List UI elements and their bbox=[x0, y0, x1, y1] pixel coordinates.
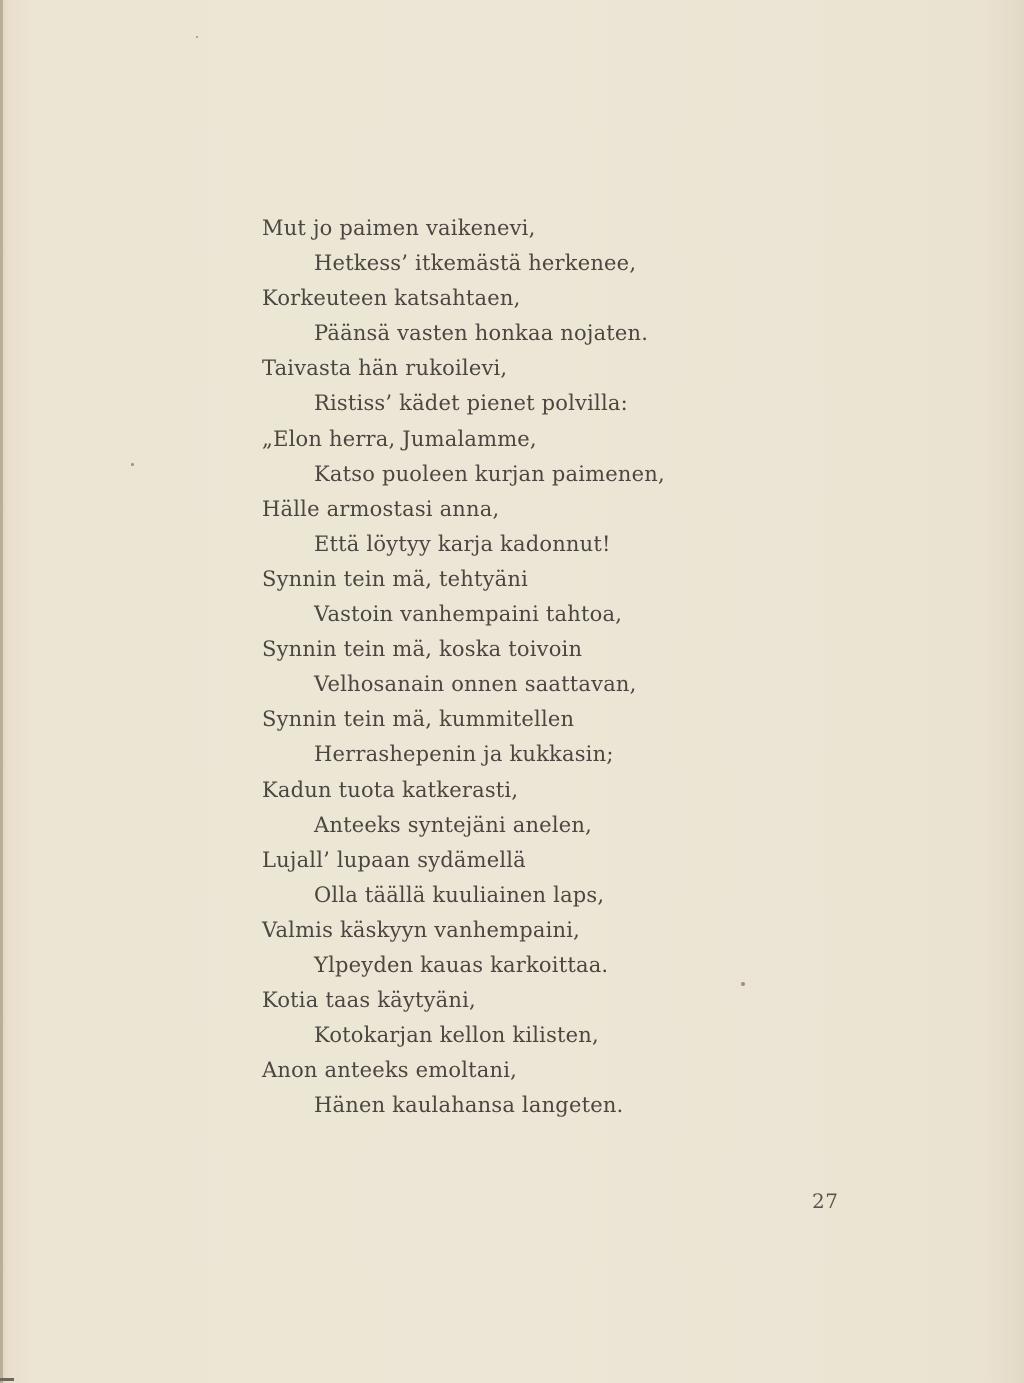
poem-line: Synnin tein mä, koska toivoin bbox=[262, 637, 583, 662]
poem-text bbox=[262, 211, 665, 1123]
poem-line: Kotia taas käytyäni, bbox=[262, 988, 476, 1013]
poem-line: Että löytyy karja kadonnut! bbox=[314, 531, 611, 556]
poem-line: Mut jo paimen vaikenevi, bbox=[262, 216, 536, 240]
poem-line: Katso puoleen kurjan paimenen, bbox=[314, 461, 665, 486]
poem-line: Ristiss’ kädet pienet polvilla: bbox=[314, 391, 628, 416]
paper-speck bbox=[196, 36, 198, 38]
poem-line: Synnin tein mä, kummitellen bbox=[262, 707, 575, 732]
poem-line: Lujall’ lupaan sydämellä bbox=[262, 847, 526, 872]
poem-line: Ylpeyden kauas karkoittaa. bbox=[314, 952, 609, 977]
paper-speck bbox=[741, 982, 745, 986]
poem-line: Hetkess’ itkemästä herkenee, bbox=[314, 251, 637, 276]
poem-line: Hänen kaulahansa langeten. bbox=[314, 1093, 624, 1118]
poem-line: „Elon herra, Jumalamme, bbox=[262, 426, 537, 451]
poem-line: Päänsä vasten honkaa nojaten. bbox=[314, 321, 649, 346]
poem-line: Velhosanain onnen saattavan, bbox=[314, 672, 637, 697]
poem-line: Herrashepenin ja kukkasin; bbox=[314, 742, 614, 767]
poem-line: Valmis käskyyn vanhempaini, bbox=[262, 917, 581, 942]
page-left-edge bbox=[0, 0, 3, 1383]
poem-line: Olla täällä kuuliainen laps, bbox=[314, 882, 605, 907]
page-bottom-mark bbox=[0, 1378, 14, 1381]
paper-speck bbox=[131, 463, 134, 466]
poem-line: Anon anteeks emoltani, bbox=[262, 1058, 518, 1083]
poem-line: Taivasta hän rukoilevi, bbox=[262, 356, 508, 381]
page-number: 27 bbox=[812, 1189, 839, 1213]
poem-line: Korkeuteen katsahtaen, bbox=[262, 286, 521, 311]
poem-line: Synnin tein mä, tehtyäni bbox=[262, 566, 529, 591]
poem-line: Hälle armostasi anna, bbox=[262, 496, 500, 521]
poem-line: Vastoin vanhempaini tahtoa, bbox=[314, 602, 623, 627]
poem-line: Kadun tuota katkerasti, bbox=[262, 777, 519, 802]
poem-line: Kotokarjan kellon kilisten, bbox=[314, 1023, 599, 1048]
poem-line: Anteeks syntejäni anelen, bbox=[314, 812, 592, 837]
